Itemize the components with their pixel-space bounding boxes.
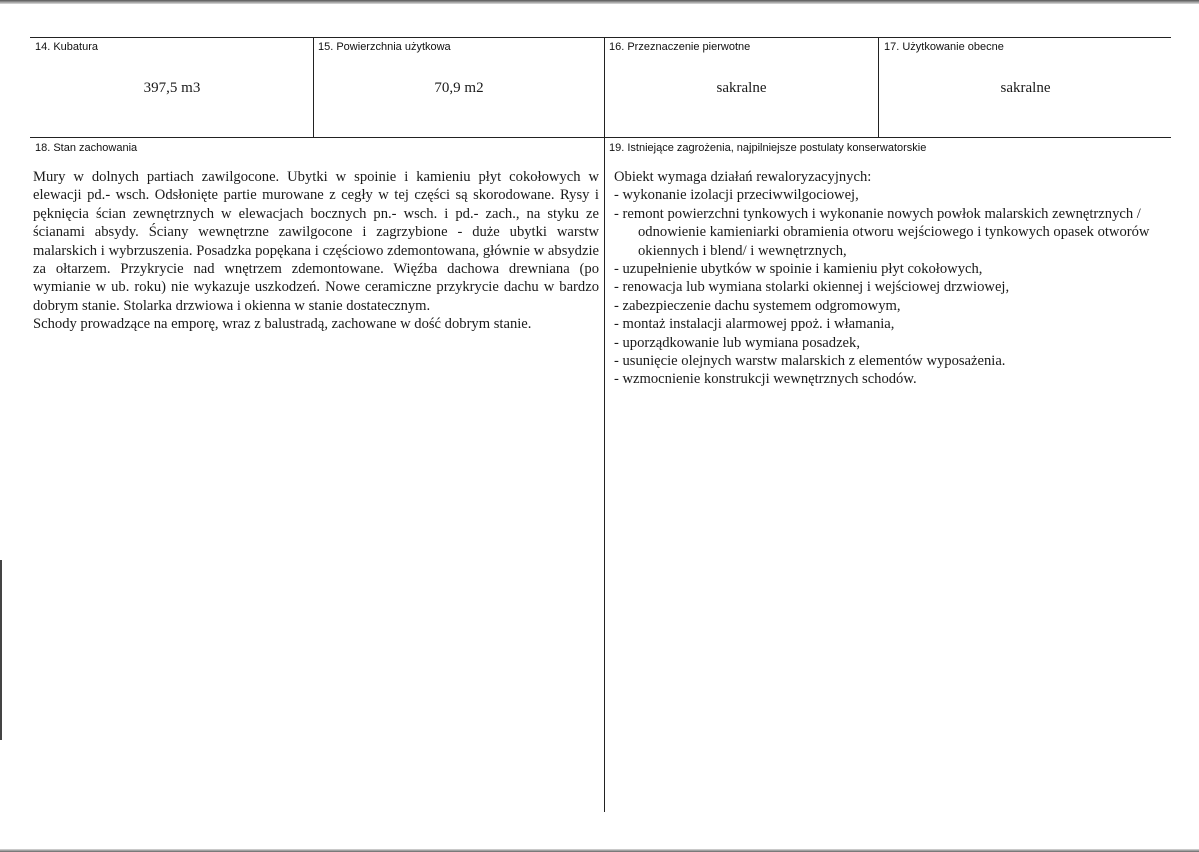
threat-item: - wzmocnienie konstrukcji wewnętrznych schodów.	[614, 371, 917, 388]
column-divider-14-15	[313, 37, 314, 137]
table-top-border	[30, 37, 1171, 38]
field-17-label: 17. Użytkowanie obecne	[884, 41, 1004, 53]
threats-intro: Obiekt wymaga działań rewaloryzacyjnych:	[614, 169, 872, 185]
threat-item: - wykonanie izolacji przeciwwilgociowej,	[614, 187, 859, 204]
column-divider-16-17	[878, 37, 879, 137]
threat-item: - zabezpieczenie dachu systemem odgromowym,	[614, 297, 901, 314]
threat-item: - uporządkowanie lub wymiana posadzek,	[614, 334, 860, 351]
scan-left-edge	[0, 560, 2, 740]
field-17-value: sakralne	[1000, 80, 1051, 96]
field-14-label: 14. Kubatura	[35, 41, 98, 53]
threat-item: - montaż instalacji alarmowej ppoż. i włamania,	[614, 316, 895, 333]
threat-item: - remont powierzchni tynkowych i wykonanie nowych powłok malarskich zewnętrznych / odnowienie kamieniarki obramienia otworu wejściowego i tynkowych opasek otworów okiennych i blend/ i wewnętrznych,	[614, 205, 1150, 259]
row-divider-top	[30, 137, 1171, 138]
condition-paragraph: Schody prowadzące na emporę, wraz z balustradą, zachowane w dość dobrym stanie.	[33, 316, 532, 333]
threat-item: - renowacja lub wymiana stolarki okiennej i wejściowej drzwiowej,	[614, 279, 1010, 296]
threats-list	[614, 186, 1174, 388]
scan-top-edge	[0, 0, 1199, 4]
threat-item: - usunięcie olejnych warstw malarskich z elementów wyposażenia.	[614, 353, 1006, 370]
field-16-value: sakralne	[716, 80, 767, 96]
condition-text	[33, 168, 599, 334]
threats-text	[614, 168, 1174, 389]
threats-label: 19. Istniejące zagrożenia, najpilniejsze postulaty konserwatorskie	[609, 142, 927, 154]
condition-paragraph: Mury w dolnych partiach zawilgocone. Ubytki w spoinie i kamieniu płyt cokołowych w elewacji pd.- wsch. Odsłonięte partie murowane z cegły w tej części są skorodowane. Rysy i pęknięcia ścian zewnętrznych w elewacjach bocznych pn.- wsch. i pd.- zach., na styku ze ścianami absydy. Ściany wewnętrzne zawilgocone i zagrzybione - duże ubytki warstw malarskich i wybrzuszenia. Posadzka popękana i częściowo zdemontowana, głównie w absydzie za ołtarzem. Przykrycie nad wnętrzem zdemontowane. Więźba dachowa drewniana (po wymianie w ub. roku) nie wykazuje uszkodzeń. Nowe ceramiczne przykrycie dachu w bardzo dobrym stanie. Stolarka drzwiowa i okienna w stanie dostatecznym.	[33, 169, 599, 314]
field-14-value: 397,5 m3	[143, 80, 201, 96]
threat-item: - uzupełnienie ubytków w spoinie i kamieniu płyt cokołowych,	[614, 261, 983, 278]
field-15-value: 70,9 m2	[434, 80, 484, 96]
column-divider-main	[604, 37, 605, 812]
condition-label: 18. Stan zachowania	[35, 142, 138, 154]
field-16-label: 16. Przeznaczenie pierwotne	[609, 41, 751, 53]
field-15-label: 15. Powierzchnia użytkowa	[318, 41, 451, 53]
